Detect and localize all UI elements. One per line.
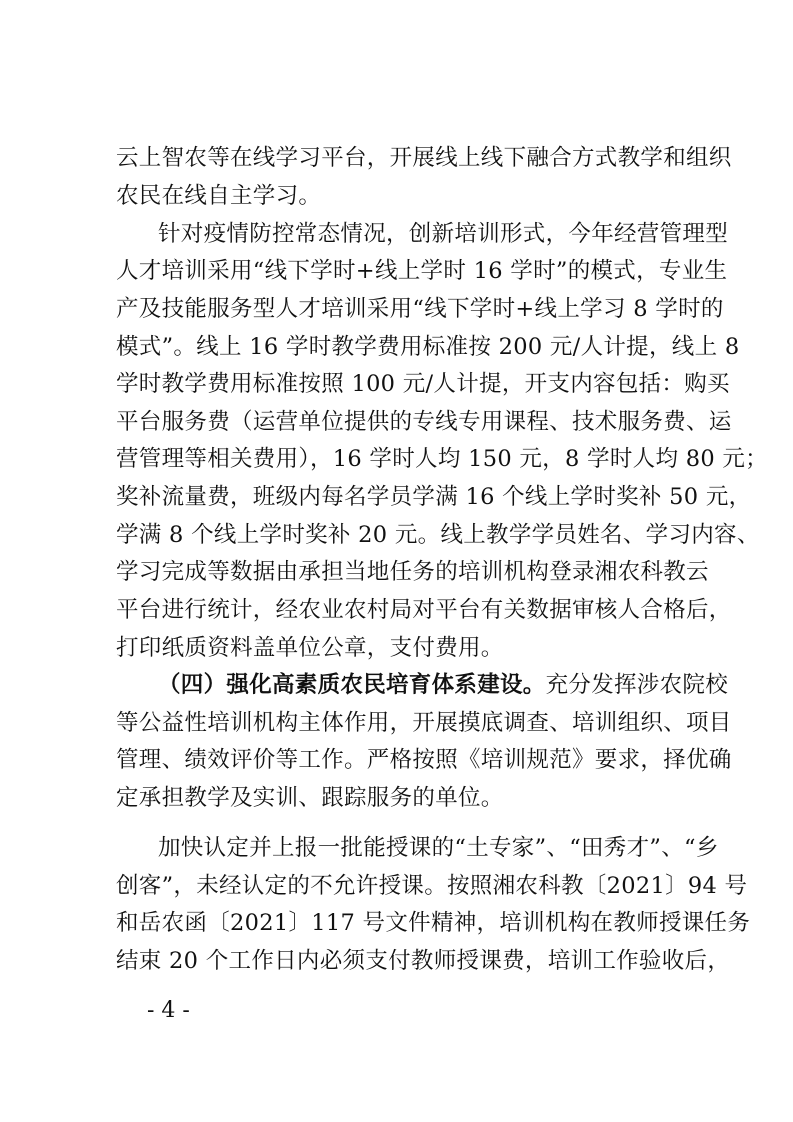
section-heading-bold: （四）强化高素质农民培育体系建设。 [158,672,546,698]
text-line-10: 奖补流量费，班级内每名学员学满 16 个线上学时奖补 50 元， [116,484,752,510]
text-line-4: 人才培训采用“线下学时+线上学时 16 学时”的模式，专业生 [116,258,728,284]
text-line-12: 学习完成等数据由承担当地任务的培训机构登录湘农科教云 [116,559,709,585]
text-line-7: 学时教学费用标准按照 100 元/人计提，开支内容包括：购买 [116,371,730,397]
page-number: - 4 - [147,998,190,1023]
text-line-2: 农民在线自主学习。 [116,183,322,209]
text-line-20: 创客”，未经认定的不允许授课。按照湘农科教〔2021〕94 号 [116,873,748,899]
text-line-9: 营管理等相关费用），16 学时人均 150 元，8 学时人均 80 元； [116,446,768,472]
text-line-1: 云上智农等在线学习平台，开展线上线下融合方式教学和组织 [116,145,732,171]
section-heading-line [158,665,729,705]
text-line-14: 打印纸质资料盖单位公章，支付费用。 [116,635,504,661]
text-line-18: 定承担教学及实训、跟踪服务的单位。 [116,785,504,811]
text-line-19: 加快认定并上报一批能授课的“土专家”、“田秀才”、“乡 [158,835,719,861]
text-line-16: 等公益性培训机构主体作用，开展摸底调查、培训组织、项目 [116,710,732,736]
text-line-3: 针对疫情防控常态情况，创新培训形式，今年经营管理型 [158,221,729,247]
section-heading-rest: 充分发挥涉农院校 [545,672,729,698]
text-line-17: 管理、绩效评价等工作。严格按照《培训规范》要求，择优确 [116,747,732,773]
text-line-13: 平台进行统计，经农业农村局对平台有关数据审核人合格后， [116,597,732,623]
text-line-11: 学满 8 个线上学时奖补 20 元。线上教学学员姓名、学习内容、 [116,522,760,548]
text-line-21: 和岳农函〔2021〕117 号文件精神，培训机构在教师授课任务 [116,910,751,936]
text-line-5: 产及技能服务型人才培训采用“线下学时+线上学习 8 学时的 [116,296,724,322]
text-line-8: 平台服务费（运营单位提供的专线专用课程、技术服务费、运 [116,409,732,435]
text-line-22: 结束 20 个工作日内必须支付教师授课费，培训工作验收后， [116,948,731,974]
text-line-6: 模式”。线上 16 学时教学费用标准按 200 元/人计提，线上 8 [116,334,740,360]
